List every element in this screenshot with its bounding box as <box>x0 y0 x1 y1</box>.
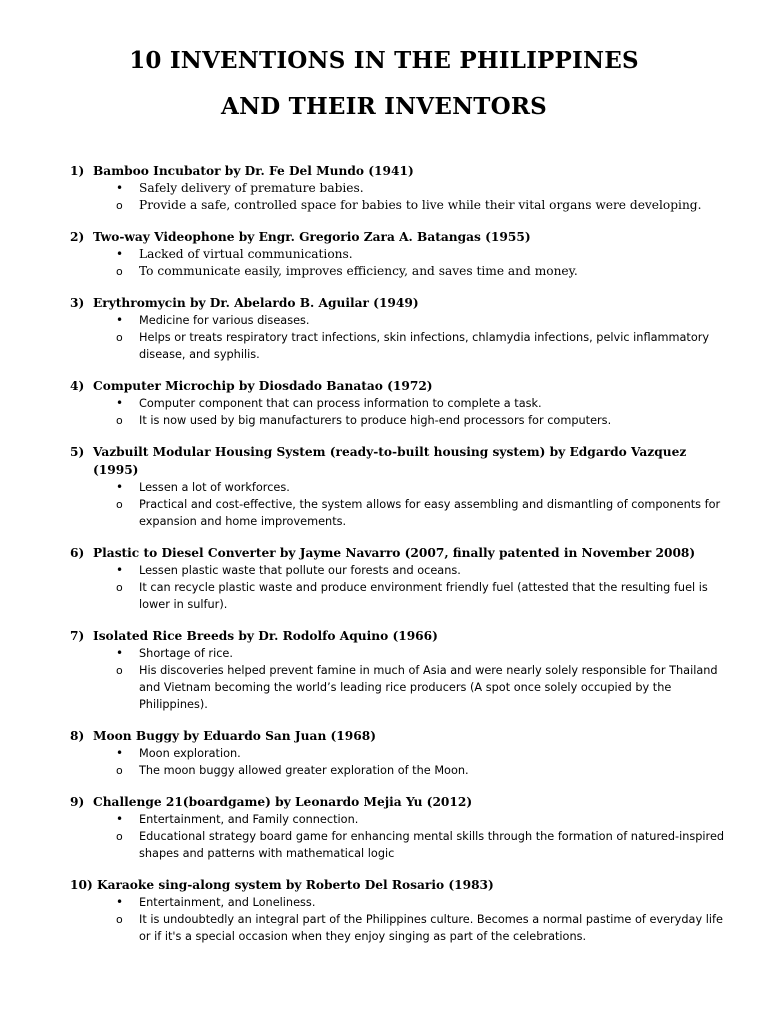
item-heading: Two-way Videophone by Engr. Gregorio Zara A. Batangas (1955) <box>93 230 531 244</box>
item-bullet-text: Shortage of rice. <box>139 647 233 660</box>
item-detail-text: Provide a safe, controlled space for babies to live while their vital organs were developing. <box>139 198 702 212</box>
item-bullet-text: Entertainment, and Family connection. <box>139 813 359 826</box>
item-heading: Vazbuilt Modular Housing System (ready-to-built housing system) by Edgardo Vazquez (1995) <box>93 445 687 477</box>
item-detail-text: It can recycle plastic waste and produce environment friendly fuel (attested that the resulting fuel is lower in sulfur). <box>139 581 708 611</box>
circle-marker: o <box>116 664 123 677</box>
list-item <box>0 377 768 429</box>
item-detail-text: Practical and cost-effective, the system allows for easy assembling and dismantling of components for expansion and home improvements. <box>139 498 721 528</box>
circle-marker: o <box>116 199 123 212</box>
item-bullet-text: Lacked of virtual communications. <box>139 247 353 261</box>
list-item <box>0 443 768 530</box>
item-number: 8) <box>70 729 85 743</box>
circle-marker: o <box>116 913 123 926</box>
bullet-marker: • <box>116 746 124 760</box>
item-bullet-text: Entertainment, and Loneliness. <box>139 896 316 909</box>
list-item <box>0 727 768 779</box>
circle-marker: o <box>116 830 123 843</box>
list-item <box>0 228 768 280</box>
circle-marker: o <box>116 331 123 344</box>
bullet-marker: • <box>116 313 124 327</box>
item-bullet-text: Lessen a lot of workforces. <box>139 481 290 494</box>
item-number: 2) <box>70 230 85 244</box>
item-number: 5) <box>70 445 85 459</box>
list-item <box>0 793 768 862</box>
list-item <box>0 544 768 613</box>
bullet-marker: • <box>116 396 124 410</box>
bullet-marker: • <box>116 895 124 909</box>
circle-marker: o <box>116 498 123 511</box>
item-number: 1) <box>70 164 85 178</box>
list-item <box>0 294 768 363</box>
bullet-marker: • <box>116 181 124 195</box>
item-number: 6) <box>70 546 85 560</box>
item-number: 3) <box>70 296 85 310</box>
circle-marker: o <box>116 265 123 278</box>
bullet-marker: • <box>116 812 124 826</box>
item-heading: Moon Buggy by Eduardo San Juan (1968) <box>93 729 376 743</box>
item-heading: Computer Microchip by Diosdado Banatao (1972) <box>93 379 433 393</box>
item-bullet-text: Computer component that can process information to complete a task. <box>139 397 542 410</box>
item-number: 4) <box>70 379 85 393</box>
item-heading: Challenge 21(boardgame) by Leonardo Mejia Yu (2012) <box>93 795 473 809</box>
item-detail-text: It is now used by big manufacturers to produce high-end processors for computers. <box>139 414 612 427</box>
inventions-list <box>0 162 768 959</box>
item-number: 9) <box>70 795 85 809</box>
item-heading: Karaoke sing-along system by Roberto Del Rosario (1983) <box>96 878 494 892</box>
bullet-marker: • <box>116 563 124 577</box>
circle-marker: o <box>116 764 123 777</box>
item-detail-text: Educational strategy board game for enhancing mental skills through the formation of natured-inspired shapes and patterns with mathematical logic <box>139 830 725 860</box>
item-heading: Bamboo Incubator by Dr. Fe Del Mundo (1941) <box>93 164 414 178</box>
item-heading: Isolated Rice Breeds by Dr. Rodolfo Aquino (1966) <box>93 629 438 643</box>
document-title-line-1: 10 INVENTIONS IN THE PHILIPPINES <box>129 47 639 74</box>
document-title-line-2: AND THEIR INVENTORS <box>221 93 547 120</box>
item-bullet-text: Moon exploration. <box>139 747 241 760</box>
list-item <box>0 627 768 713</box>
item-detail-text: Helps or treats respiratory tract infections, skin infections, chlamydia infections, pelvic inflammatory disease, and syphilis. <box>139 331 710 361</box>
item-bullet-text: Safely delivery of premature babies. <box>139 181 364 195</box>
item-detail-text: To communicate easily, improves efficiency, and saves time and money. <box>139 264 578 278</box>
bullet-marker: • <box>116 646 124 660</box>
item-bullet-text: Medicine for various diseases. <box>139 314 310 327</box>
item-heading: Plastic to Diesel Converter by Jayme Navarro (2007, finally patented in November 2008) <box>93 546 696 560</box>
item-detail-text: The moon buggy allowed greater exploration of the Moon. <box>139 764 469 777</box>
item-number: 7) <box>70 629 85 643</box>
circle-marker: o <box>116 414 123 427</box>
item-bullet-text: Lessen plastic waste that pollute our forests and oceans. <box>139 564 461 577</box>
item-number: 10) <box>70 878 93 892</box>
bullet-marker: • <box>116 480 124 494</box>
item-detail-text: His discoveries helped prevent famine in much of Asia and were nearly solely responsible for Thailand and Vietnam becoming the world’s leading rice producers (A spot once solely occupied by the Philippines). <box>139 664 718 711</box>
bullet-marker: • <box>116 247 124 261</box>
item-heading: Erythromycin by Dr. Abelardo B. Aguilar (1949) <box>93 296 419 310</box>
circle-marker: o <box>116 581 123 594</box>
list-item <box>0 876 768 945</box>
item-detail-text: It is undoubtedly an integral part of the Philippines culture. Becomes a normal pastime of everyday life or if it's a special occasion when they enjoy singing as part of the celebrations. <box>139 913 723 943</box>
list-item <box>0 162 768 214</box>
